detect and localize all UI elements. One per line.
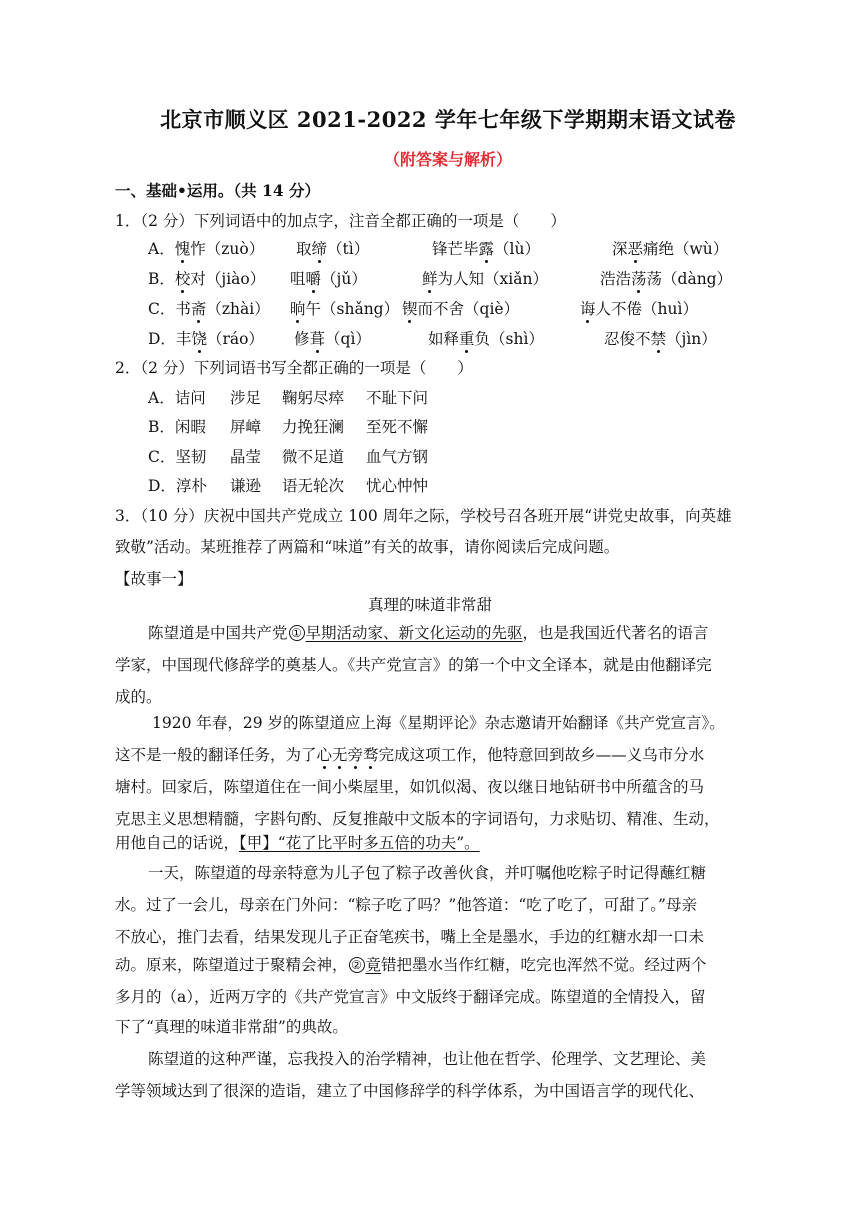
q2-option-b: B．闲暇 屏嶂 力挽狂澜 至死不懈	[148, 418, 429, 436]
para3-line2: 水。过了一会儿，母亲在门外问：“粽子吃了吗？”他答道：“吃了吃了，可甜了。”母亲	[115, 896, 697, 914]
para1-line2: 学家，中国现代修辞学的奠基人。《共产党宣言》的第一个中文全译本，就是由他翻译完	[115, 656, 712, 674]
section-heading: 一、基础•运用。（共 14 分）	[115, 181, 321, 200]
para3-line5: 多月的（a），近两万字的《共产党宣言》中文版终于翻译完成。陈望道的全情投入，留	[115, 988, 706, 1006]
marker-2: ②	[349, 957, 365, 973]
para4-line2: 学等领域达到了很深的造诣，建立了中国修辞学的科学体系，为中国语言学的现代化、	[115, 1082, 705, 1100]
q1-option-d: D．丰饶（ráo） 修葺（qì） 如释重负（shì） 忍俊不禁（jìn）	[148, 330, 717, 348]
q3-stem-line2: 致敬”活动。某班推荐了两篇和“味道”有关的故事，请你阅读后完成问题。	[115, 538, 620, 556]
marker-1: ①	[289, 625, 305, 641]
para3-line3: 不放心，推门去看，结果发现儿子正奋笔疾书，嘴上全是墨水，手边的红糖水却一口未	[115, 928, 705, 946]
para4-line1: 陈望道的这种严谨，忘我投入的治学精神，也让他在哲学、伦理学、文艺理论、美	[148, 1050, 707, 1068]
page-subtitle: （附答案与解析）	[383, 150, 512, 169]
underlined-phrase-jia: 【甲】“花了比平时多五倍的功夫”。	[239, 834, 480, 852]
story-title: 真理的味道非常甜	[367, 596, 492, 614]
q2-option-c: C．坚韧 晶莹 微不足道 血气方钢	[148, 448, 429, 466]
para2-line5: 用他自己的话说，【甲】“花了比平时多五倍的功夫”。	[115, 834, 480, 852]
para3-line1: 一天，陈望道的母亲特意为儿子包了粽子改善伙食，并叮嘱他吃粽子时记得蘸红糖	[148, 864, 707, 882]
para2-line1: 1920 年春，29 岁的陈望道应上海《星期评论》杂志邀请开始翻译《共产党宣言》。	[152, 714, 725, 732]
q1-option-c: C．书斋（zhài） 晌午（shǎng） 锲而不舍（qiè） 诲人不倦（huì）	[148, 300, 698, 318]
q1-option-a: A．愧怍（zuò） 取缔（tì） 锋芒毕露（lù） 深恶痛绝（wù）	[148, 240, 729, 258]
underlined-word-2: 竟	[365, 956, 382, 974]
underlined-phrase-1: 早期活动家、新文化运动的先驱	[305, 624, 523, 642]
para1-line3: 成的。	[115, 688, 162, 706]
para2-line2: 这不是一般的翻译任务，为了心无旁骛完成这项工作，他特意回到故乡——义乌市分水	[115, 746, 705, 764]
page-title: 北京市顺义区 2021-2022 学年七年级下学期期末语文试卷	[160, 107, 736, 132]
q2-stem: 2．（2 分）下列词语书写全都正确的一项是（ ）	[115, 359, 473, 377]
q1-stem: 1．（2 分）下列词语中的加点字，注音全都正确的一项是（ ）	[115, 212, 566, 230]
q2-option-a: A．诘问 涉足 鞠躬尽瘁 不耻下问	[148, 389, 429, 407]
para3-line4: 动。原来，陈望道过于聚精会神， ② 竟错把墨水当作红糖，吃完也浑然不觉。经过两个	[115, 956, 707, 974]
q2-option-d: D．淳朴 谦逊 语无轮次 忧心忡忡	[148, 477, 429, 495]
para2-line4: 克思主义思想精髓，字斟句酌、反复推敲中文版本的字词语句，力求贴切、精准、生动，	[115, 810, 720, 828]
q1-option-b: B．校对（jiào） 咀嚼（jǔ） 鲜为人知（xiǎn） 浩浩荡荡（dàng）	[148, 270, 733, 288]
q3-stem-line1: 3．（10 分）庆祝中国共产党成立 100 周年之际，学校号召各班开展“讲党史故事，向英雄	[115, 507, 732, 525]
para1-line1: 陈望道是中国共产党 ① 早期活动家、新文化运动的先驱，也是我国近代著名的语言	[148, 624, 709, 642]
story-label: 【故事一】	[115, 570, 193, 588]
para3-line6: 下了“真理的味道非常甜”的典故。	[115, 1018, 348, 1036]
para2-line3: 塘村。回家后，陈望道住在一间小柴屋里，如饥似渴、夜以继日地钻研书中所蕴含的马	[115, 778, 705, 796]
